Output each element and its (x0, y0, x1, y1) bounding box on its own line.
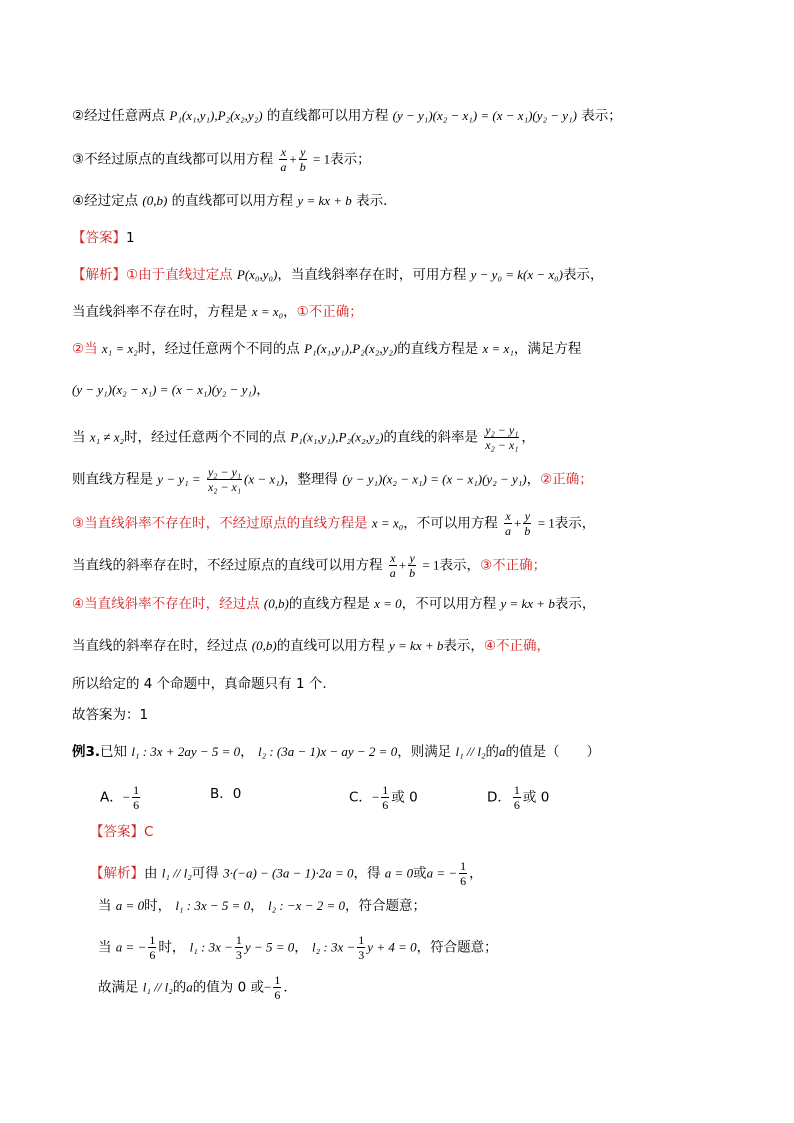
fraction-one-third (235, 934, 243, 961)
frac-den: b (524, 524, 531, 538)
math-equation: (y − y₁)(x₂ − x₁) = (x − x₁)(y₂ − y₁) (342, 471, 527, 487)
frac-den: b (409, 566, 416, 580)
option-label: A． (100, 789, 123, 806)
math-points: P₁(x₁,y₁),P₂(x₂,y₂) (304, 341, 398, 356)
frac-num: 1 (274, 973, 281, 987)
fraction-one-sixth (513, 784, 521, 811)
analysis-text: ，符合题意； (345, 898, 427, 914)
analysis-text: ， (526, 471, 541, 488)
frac-num: 1 (382, 783, 389, 797)
option-label: B． (210, 786, 233, 802)
analysis-text: 当 (98, 939, 112, 956)
analysis-1-line-8 (72, 552, 546, 579)
math-points: P₁(x₁,y₁),P₂(x₂,y₂) (169, 108, 263, 123)
analysis-text: ，满足方程 (513, 341, 582, 357)
analysis-text: 当直线的斜率存在时，经过点 (72, 638, 248, 654)
math-equation: y = kx + b (297, 193, 352, 208)
math-equation: x = x₀ (371, 515, 404, 531)
analysis-1-line-1 (72, 265, 604, 285)
analysis-text: ④当直线斜率不存在时，经过点 (72, 596, 260, 612)
option-a[interactable] (100, 784, 142, 811)
statement-2 (72, 106, 622, 126)
statement-4-text: ④经过定点 (72, 193, 139, 209)
option-label: D． (487, 789, 511, 806)
math-equation: x = 0 (374, 596, 402, 611)
statement-3-text-c: 表示； (330, 151, 371, 168)
fraction-slope (484, 424, 519, 451)
analysis-tag: 【解析】 (72, 267, 126, 283)
equals-one: = 1 (422, 557, 440, 573)
math-line-l1: l₁ : 3x − 5 = 0 (175, 898, 251, 913)
equals-one: = 1 (537, 515, 555, 531)
math-equation: y = kx + b (500, 596, 555, 611)
analysis-text: ，得 (353, 865, 381, 882)
frac-num: y (300, 145, 306, 159)
option-label: C． (349, 789, 372, 806)
fraction-one-third (357, 934, 365, 961)
analysis-1-line-2 (72, 302, 363, 322)
frac-num: 1 (513, 783, 520, 797)
math-line-l2: l₂ : 3x − (312, 939, 356, 955)
fraction-x-over-a (504, 510, 512, 537)
question-text: ， (240, 744, 254, 760)
math-line-l1: y − 5 = 0 (244, 939, 295, 955)
frac-den: 3 (235, 948, 242, 962)
frac-num: y₂ − y₁ (207, 465, 242, 479)
frac-num: x (280, 145, 287, 159)
option-c[interactable] (349, 784, 418, 811)
frac-den: a (505, 524, 512, 538)
math-condition: x₁ ≠ x₂ (89, 429, 125, 445)
math-solution: a = 0 (384, 865, 414, 881)
analysis-text: ， (256, 382, 270, 398)
analysis-2-line-4 (98, 974, 297, 1001)
fraction-y-over-b (408, 552, 416, 579)
answer-1 (72, 228, 135, 248)
plus-sign: + (514, 515, 522, 531)
verdict: ④不正确， (483, 638, 550, 654)
analysis-text: ，不可以用方程 (401, 596, 497, 612)
question-text: 的 (485, 744, 499, 760)
math-point: P(x₀,y₀) (236, 267, 278, 282)
frac-num: 1 (235, 933, 242, 947)
analysis-text: 时，经过任意两个不同的点 (137, 341, 300, 357)
frac-num: y (409, 551, 415, 565)
math-parallel: l₁ // l₂ (142, 979, 173, 995)
question-text: 已知 (100, 744, 128, 760)
math-parallel: l₁ // l₂ (455, 744, 486, 759)
option-tail: 或 0 (391, 789, 418, 806)
analysis-text: 表示， (563, 267, 604, 283)
statement-3-text: ③不经过原点的直线都可以用方程 (72, 151, 274, 168)
math-equation: x = x₀ (251, 304, 284, 319)
analysis-text: 当直线的斜率存在时，不经过原点的直线可以用方程 (72, 557, 383, 574)
answer-value: C (144, 824, 154, 840)
frac-num: 1 (358, 933, 365, 947)
math-points: P₁(x₁,y₁),P₂(x₂,y₂) (290, 429, 384, 445)
math-condition: a = − (115, 939, 147, 955)
analysis-text: 的直线的斜率是 (383, 429, 478, 446)
statement-4-text-c: 表示． (356, 193, 397, 209)
option-value: 0 (232, 786, 242, 802)
fraction-one-sixth (132, 784, 140, 811)
analysis-text: 时，经过任意两个不同的点 (124, 429, 287, 446)
fraction-one-sixth (381, 784, 389, 811)
analysis-text: ①由于直线过定点 (126, 267, 233, 283)
math-line-l1: l₁ : 3x + 2ay − 5 = 0 (131, 744, 241, 759)
fraction-slope (207, 466, 242, 493)
frac-den: a (280, 160, 287, 174)
plus-sign: + (289, 151, 297, 167)
analysis-text: 当直线斜率不存在时，方程是 (72, 304, 248, 320)
minus-sign: − (122, 789, 131, 805)
question-text: ，则满足 (397, 744, 452, 760)
answer-value: 1 (126, 230, 135, 246)
frac-num: x (505, 509, 511, 523)
analysis-1-final-answer: 故答案为：1 (72, 707, 149, 723)
fraction-y-over-b (299, 146, 307, 173)
math-solution: a = − (426, 865, 458, 881)
analysis-text: ，整理得 (284, 471, 339, 488)
statement-2-text-b: 的直线都可以用方程 (266, 108, 389, 124)
verdict: ③不正确； (480, 557, 547, 574)
verdict: ②正确； (540, 471, 593, 488)
analysis-text: ， (250, 898, 264, 914)
fraction-one-sixth (148, 934, 156, 961)
analysis-text: 的值为 0 或 (192, 979, 264, 996)
frac-den: 6 (133, 798, 140, 812)
math-equation: y − y₀ = k(x − x₀) (470, 267, 564, 282)
analysis-text: 时， (144, 898, 172, 914)
frac-den: 6 (149, 948, 156, 962)
option-tail: 或 0 (522, 789, 550, 806)
analysis-text: ，不可以用方程 (403, 515, 498, 532)
answer-tag: 【答案】 (90, 824, 144, 840)
analysis-text: ，当直线斜率存在时，可用方程 (277, 267, 467, 283)
frac-num: 1 (133, 783, 140, 797)
analysis-text: 由 (144, 865, 158, 882)
math-line-l2: l₂ : −x − 2 = 0 (267, 898, 346, 913)
math-condition: a = 0 (115, 898, 145, 913)
fraction-x-over-a (279, 146, 287, 173)
analysis-text: 当 (72, 429, 86, 446)
analysis-text: ， (469, 865, 483, 882)
analysis-1-line-9 (72, 594, 595, 614)
analysis-1-line-4 (72, 380, 270, 400)
math-equation: y = kx + b (389, 638, 444, 653)
math-point: (0,b) (142, 193, 168, 208)
analysis-1-line-10 (72, 636, 550, 656)
statement-2-text-c: 表示； (581, 108, 622, 124)
analysis-text: 的 (172, 979, 187, 996)
math-expression: (x − x₁) (244, 471, 285, 487)
frac-den: 6 (274, 988, 281, 1002)
analysis-text: ． (283, 979, 297, 996)
statement-3 (72, 146, 371, 173)
analysis-text: 故满足 (98, 979, 139, 996)
math-condition: x₁ = x₂ (101, 341, 138, 356)
math-equation: (y − y₁)(x₂ − x₁) = (x − x₁)(y₂ − y₁) (72, 382, 257, 397)
analysis-2-line-3 (98, 934, 498, 961)
frac-den: 3 (358, 948, 365, 962)
analysis-1-line-7 (72, 510, 595, 537)
frac-den: 6 (382, 798, 389, 812)
math-expression: y − y₁ = (157, 471, 201, 487)
frac-den: x₂ − x₁ (485, 438, 519, 452)
frac-den: 6 (513, 798, 520, 812)
analysis-text: ， (283, 304, 297, 320)
verdict: ①不正确； (296, 304, 363, 320)
frac-den: a (389, 566, 396, 580)
option-d[interactable] (487, 784, 549, 811)
equals-one: = 1 (313, 151, 331, 167)
frac-den: b (299, 160, 306, 174)
analysis-text: 则直线方程是 (72, 471, 153, 488)
statement-4-text-b: 的直线都可以用方程 (171, 193, 294, 209)
math-equation: x = x₁ (482, 341, 514, 356)
answer-2 (90, 822, 153, 842)
math-variable: a (186, 979, 193, 995)
analysis-2-line-2 (98, 896, 426, 916)
analysis-text: 时， (158, 939, 186, 956)
analysis-1-line-3 (72, 339, 581, 359)
math-parallel: l₁ // l₂ (161, 865, 192, 881)
math-line-l2: y + 4 = 0 (367, 939, 417, 955)
fraction-y-over-b (523, 510, 531, 537)
analysis-text: ，符合题意； (416, 939, 498, 956)
analysis-1-line-5 (72, 424, 535, 451)
analysis-text: 表示， (439, 557, 481, 574)
frac-num: y (524, 509, 531, 523)
plus-sign: + (398, 557, 407, 573)
fraction-one-sixth (273, 974, 281, 1001)
analysis-text: ②当 (72, 341, 98, 357)
analysis-text: 表示， (554, 596, 596, 612)
analysis-text: 的直线可以用方程 (276, 638, 385, 654)
analysis-text: ， (294, 939, 308, 956)
analysis-text: 当 (98, 898, 112, 914)
frac-num: y₂ − y₁ (485, 423, 519, 437)
fraction-x-over-a (389, 552, 397, 579)
fraction-one-sixth (459, 860, 467, 887)
option-b[interactable] (210, 784, 241, 804)
math-point: (0,b) (251, 638, 277, 653)
frac-num: 1 (149, 933, 156, 947)
analysis-1-conclusion: 所以给定的 4 个命题中，真命题只有 1 个. (72, 676, 327, 692)
analysis-tag: 【解析】 (90, 865, 144, 882)
frac-den: x₂ − x₁ (207, 480, 242, 494)
analysis-text: 表示， (443, 638, 484, 654)
math-variable: a (499, 744, 506, 759)
answer-tag: 【答案】 (72, 230, 126, 246)
math-line-l2: l₂ : (3a − 1)x − ay − 2 = 0 (257, 744, 398, 759)
minus-sign: − (371, 789, 380, 805)
frac-den: 6 (460, 874, 467, 888)
analysis-text: ③当直线斜率不存在时，不经过原点的直线方程是 (72, 515, 368, 532)
math-line-l1: l₁ : 3x − (189, 939, 233, 955)
analysis-text: 表示， (554, 515, 596, 532)
example-label: 例3. (72, 744, 101, 760)
analysis-text: 或 (413, 865, 427, 882)
statement-2-text: ②经过任意两点 (72, 108, 166, 124)
analysis-text: 的直线方程是 (397, 341, 479, 357)
analysis-text: 可得 (191, 865, 219, 882)
math-equation: 3·(−a) − (3a − 1)·2a = 0 (223, 865, 354, 881)
analysis-text: 的直线方程是 (288, 596, 370, 612)
statement-4 (72, 191, 397, 211)
analysis-text: ， (521, 429, 535, 446)
minus-sign: − (263, 979, 272, 995)
frac-num: 1 (460, 859, 467, 873)
analysis-1-line-6 (72, 466, 593, 493)
math-two-point-equation: (y − y₁)(x₂ − x₁) = (x − x₁)(y₂ − y₁) (392, 108, 577, 123)
question-text: 的值是（ ） (505, 744, 600, 760)
math-point: (0,b) (263, 596, 289, 611)
example-3-question (72, 742, 600, 762)
analysis-2-line-1 (90, 860, 483, 887)
frac-num: x (390, 551, 396, 565)
